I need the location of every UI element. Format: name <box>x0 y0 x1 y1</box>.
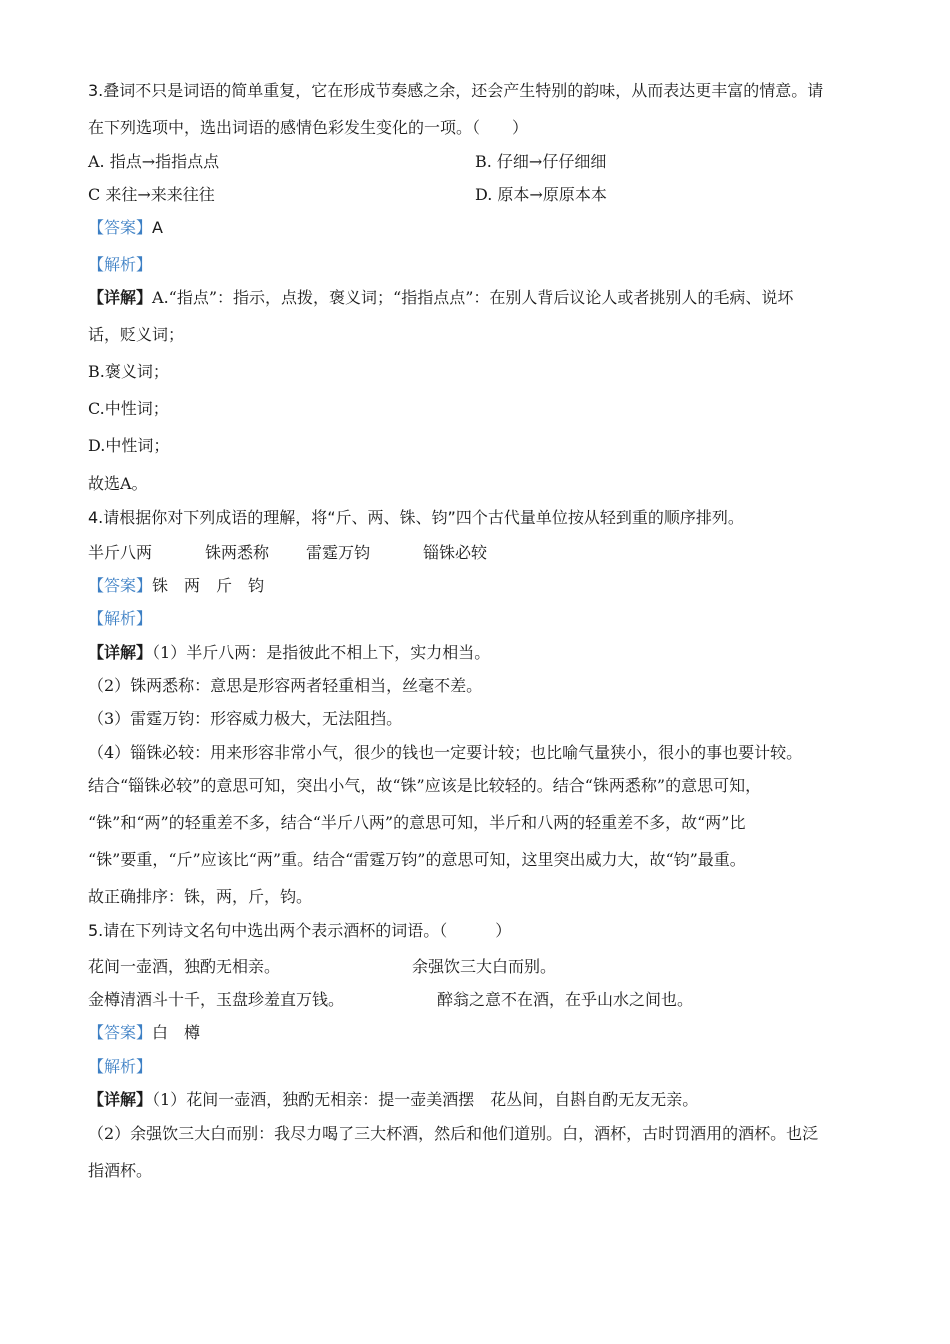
q5-poem-2: 余强饮三大白而别。 <box>412 957 557 976</box>
q5-analysis-line <box>88 1056 868 1078</box>
answer-tag: 【答案】 <box>88 218 153 237</box>
q4-detail-3: （3）雷霆万钧：形容威力极大，无法阻挡。 <box>88 709 403 728</box>
q3-detail-c: C.中性词； <box>88 399 169 418</box>
q3-stem-line-2: 在下列选项中，选出词语的感情色彩发生变化的一项。（ ） <box>88 118 529 137</box>
q5-answer-line <box>88 1022 868 1044</box>
q3-answer: A <box>152 218 163 237</box>
detail-tag: 【详解】 <box>88 1090 153 1109</box>
q4-idiom-4: 锱铢必较 <box>423 543 488 562</box>
answer-tag: 【答案】 <box>88 576 153 595</box>
q5-detail-text-1: （1）花间一壶酒，独酌无相亲：提一壶美酒摆 花丛间，自斟自酌无友无亲。 <box>152 1090 699 1109</box>
q4-idiom-1: 半斤八两 <box>88 543 153 562</box>
q4-paragraph-3: “铢”要重，“斤”应该比“两”重。结合“雷霆万钧”的意思可知，这里突出威力大，故“钧”最重。 <box>88 850 746 869</box>
q4-stem: 4.请根据你对下列成语的理解，将“斤、两、铢、钧”四个古代量单位按从轻到重的顺序排列。 <box>88 508 744 527</box>
q5-detail-line-1 <box>88 1089 868 1111</box>
q3-detail-b: B.褒义词； <box>88 362 169 381</box>
q4-idiom-2: 铢两悉称 <box>205 543 270 562</box>
q3-analysis-line <box>88 254 868 276</box>
q4-analysis-line <box>88 608 868 630</box>
analysis-tag: 【解析】 <box>88 609 153 628</box>
q5-answer: 白 樽 <box>152 1023 201 1042</box>
q3-detail-text-1: A.“指点”：指示，点拨，褒义词；“指指点点”：在别人背后议论人或者挑别人的毛病、说坏 <box>152 288 794 307</box>
q4-paragraph-1: 结合“锱铢必较”的意思可知，突出小气，故“铢”应该是比较轻的。结合“铢两悉称”的意思可知， <box>88 776 762 795</box>
analysis-tag: 【解析】 <box>88 255 153 274</box>
q3-detail-line-2: 话，贬义词； <box>88 325 185 344</box>
q4-paragraph-2: “铢”和“两”的轻重差不多，结合“半斤八两”的意思可知，半斤和八两的轻重差不多，故“两”比 <box>88 813 746 832</box>
q3-answer-line <box>88 217 868 239</box>
q4-answer: 铢 两 斤 钧 <box>152 576 265 595</box>
q3-option-b: B. 仔细→仔仔细细 <box>475 152 607 171</box>
q5-poem-1: 花间一壶酒，独酌无相亲。 <box>88 957 281 976</box>
q3-option-a: A. 指点→指指点点 <box>88 152 220 171</box>
q5-poem-4: 醉翁之意不在酒，在乎山水之间也。 <box>437 990 694 1009</box>
q3-detail-d: D.中性词； <box>88 436 170 455</box>
detail-tag: 【详解】 <box>88 643 153 662</box>
q5-stem: 5.请在下列诗文名句中选出两个表示酒杯的词语。（ ） <box>88 921 512 940</box>
q4-detail-4: （4）锱铢必较：用来形容非常小气，很少的钱也一定要计较；也比喻气量狭小，很小的事也要计较。 <box>88 743 803 762</box>
q4-answer-line <box>88 575 868 597</box>
q4-detail-line-1 <box>88 642 868 664</box>
q4-conclusion: 故正确排序：铢，两，斤，钧。 <box>88 887 313 906</box>
answer-tag: 【答案】 <box>88 1023 153 1042</box>
q4-idiom-3: 雷霆万钧 <box>306 543 371 562</box>
q4-detail-text-1: （1）半斤八两：是指彼此不相上下，实力相当。 <box>152 643 491 662</box>
q3-conclusion: 故选A。 <box>88 474 148 493</box>
q5-poem-3: 金樽清酒斗十千，玉盘珍羞直万钱。 <box>88 990 345 1009</box>
q5-detail-2a: （2）余强饮三大白而别：我尽力喝了三大杯酒，然后和他们道别。白，酒杯，古时罚酒用的酒杯。也泛 <box>88 1124 819 1143</box>
q3-option-d: D. 原本→原原本本 <box>475 185 607 204</box>
q3-option-c: C 来往→来来往往 <box>88 185 215 204</box>
detail-tag: 【详解】 <box>88 288 153 307</box>
q4-detail-2: （2）铢两悉称：意思是形容两者轻重相当，丝毫不差。 <box>88 676 483 695</box>
q3-detail-line-1 <box>88 287 868 309</box>
q3-stem-line-1: 3.叠词不只是词语的简单重复，它在形成节奏感之余，还会产生特别的韵味，从而表达更丰富的情意。请 <box>88 81 824 100</box>
analysis-tag: 【解析】 <box>88 1057 153 1076</box>
q5-detail-2b: 指酒杯。 <box>88 1161 153 1180</box>
